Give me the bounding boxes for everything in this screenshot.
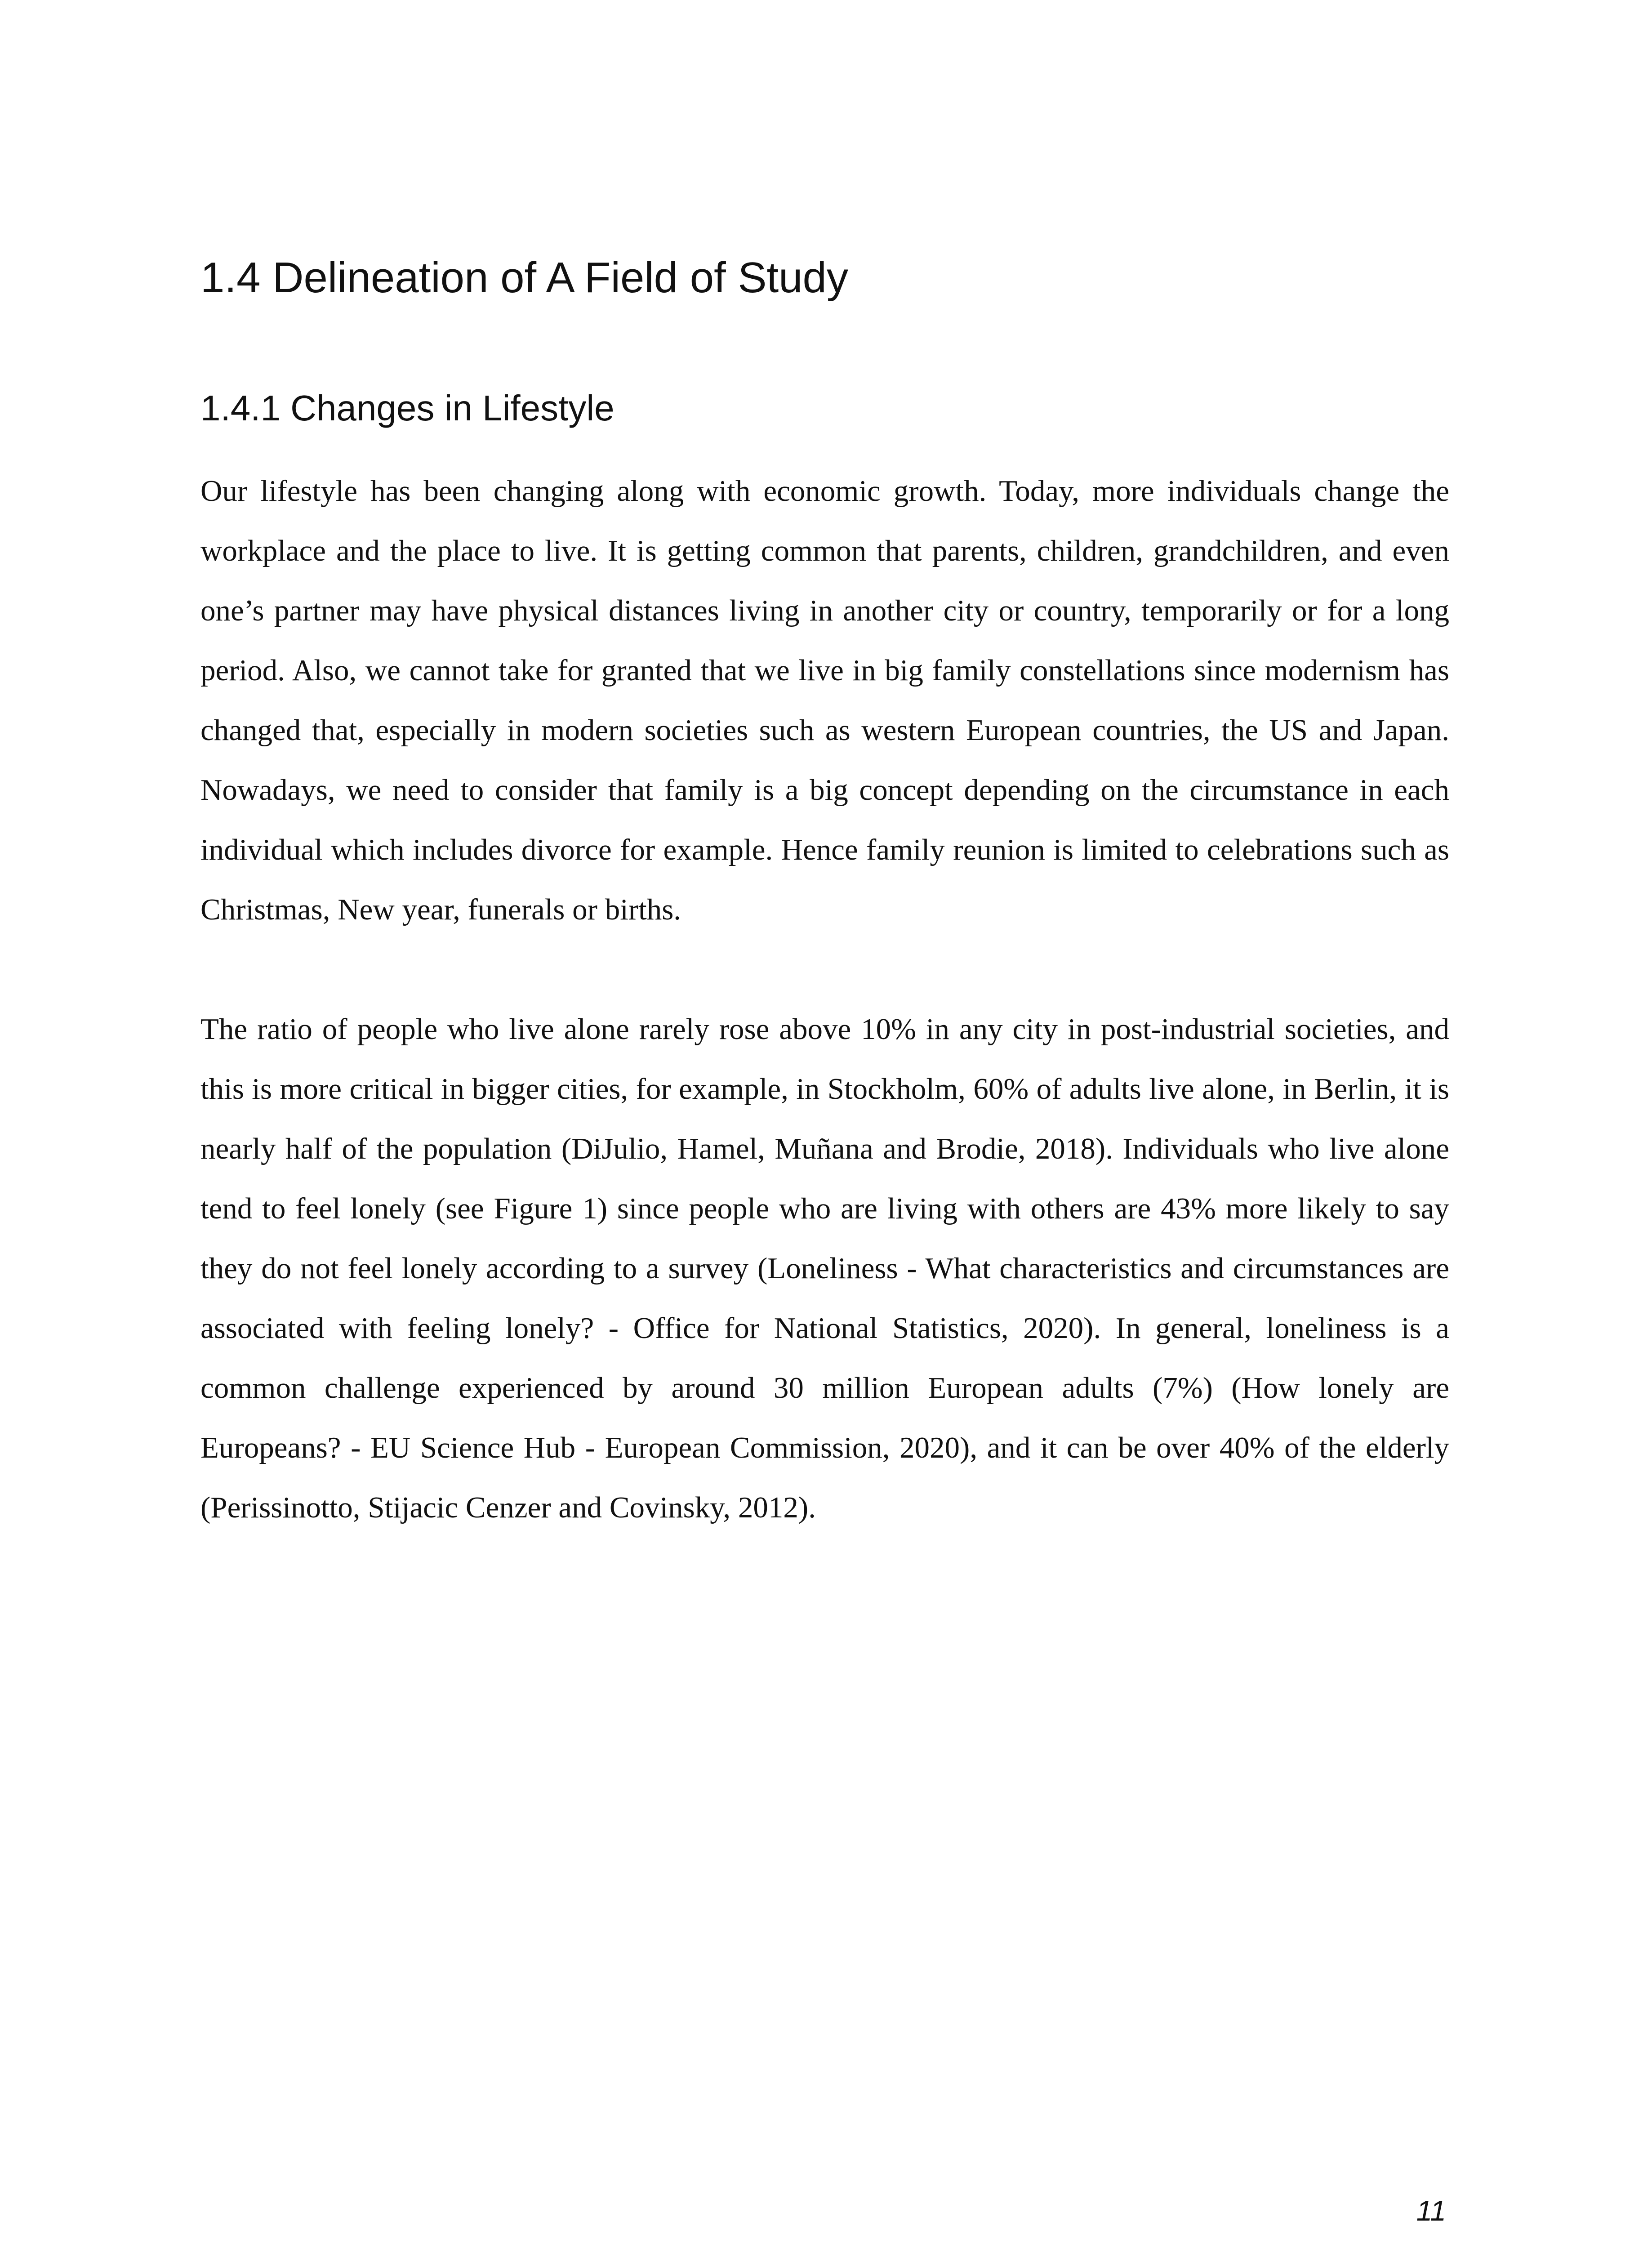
paragraph-living-alone: The ratio of people who live alone rarely rose above 10% in any city in post-industrial societies, and this is more critical in bigger cities, for example, in Stockholm, 60% of adults live alone, in Berlin, it is nearly half of the population (DiJulio, Hamel, Muñana and Brodie, 2018). Individuals who live alone tend to feel lonely (see Figure 1) since people who are living with others are 43% more likely to say they do not feel lonely according to a survey (Loneliness - What characteristics and circumstances are associated with feeling lonely? - Office for National Statistics, 2020). In general, loneliness is a common challenge experienced by around 30 million European adults (7%) (How lonely are Europeans? - EU Science Hub - European Commission, 2020), and it can be over 40% of the elderly (Perissinotto, Stijacic Cenzer and Covinsky, 2012). [200, 1012, 1449, 1525]
paragraph-lifestyle-changes: Our lifestyle has been changing along with economic growth. Today, more individuals change the workplace and the place to live. It is getting common that parents, children, grandchildren, and even one’s partner may have physical distances living in another city or country, temporarily or for a long period. Also, we cannot take for granted that we live in big family constellations since modernism has changed that, especially in modern societies such as western European countries, the US and Japan. Nowadays, we need to consider that family is a big concept depending on the circumstance in each individual which includes divorce for example. Hence family reunion is limited to celebrations such as Christmas, New year, funerals or births. [200, 474, 1449, 927]
subsection-title: 1.4.1 Changes in Lifestyle [200, 388, 614, 428]
section-title: 1.4 Delineation of A Field of Study [200, 254, 848, 302]
page-number: 11 [1416, 2194, 1446, 2227]
page-content [200, 252, 1449, 1538]
